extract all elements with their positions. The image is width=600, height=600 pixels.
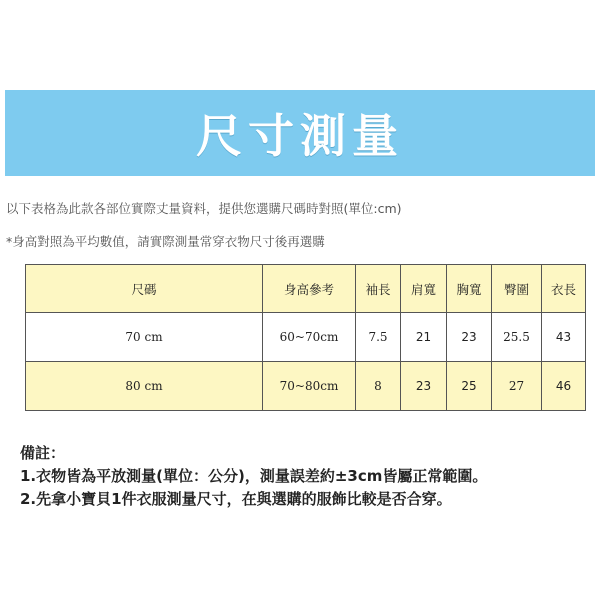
header-hip: 臀圍 bbox=[492, 265, 542, 313]
cell-sleeve: 7.5 bbox=[356, 313, 401, 362]
header-size: 尺碼 bbox=[26, 265, 263, 313]
title-banner bbox=[5, 90, 595, 176]
banner-title: 尺寸測量 bbox=[196, 109, 404, 163]
cell-shoulder: 21 bbox=[401, 313, 447, 362]
table-header-row bbox=[26, 265, 586, 313]
cell-hip: 25.5 bbox=[492, 313, 542, 362]
remarks-item: 2.先拿小寶貝1件衣服測量尺寸，在與選購的服飾比較是否合穿。 bbox=[20, 490, 452, 508]
size-table bbox=[25, 264, 586, 411]
header-shoulder: 肩寬 bbox=[401, 265, 447, 313]
cell-length: 43 bbox=[542, 313, 586, 362]
cell-chest: 25 bbox=[447, 362, 492, 411]
cell-height: 70~80cm bbox=[263, 362, 356, 411]
table-row bbox=[26, 313, 586, 362]
header-height: 身高參考 bbox=[263, 265, 356, 313]
intro-text: 以下表格為此款各部位實際丈量資料，提供您選購尺碼時對照(單位:cm) bbox=[6, 201, 402, 216]
cell-length: 46 bbox=[542, 362, 586, 411]
table-row bbox=[26, 362, 586, 411]
cell-hip: 27 bbox=[492, 362, 542, 411]
header-chest: 胸寬 bbox=[447, 265, 492, 313]
header-length: 衣長 bbox=[542, 265, 586, 313]
cell-sleeve: 8 bbox=[356, 362, 401, 411]
header-sleeve: 袖長 bbox=[356, 265, 401, 313]
cell-size: 70 cm bbox=[26, 313, 263, 362]
cell-height: 60~70cm bbox=[263, 313, 356, 362]
note-text: *身高對照為平均數值，請實際測量常穿衣物尺寸後再選購 bbox=[6, 234, 325, 249]
remarks-title: 備註： bbox=[20, 444, 66, 462]
remarks-item: 1.衣物皆為平放測量(單位：公分)，測量誤差約±3cm皆屬正常範圍。 bbox=[20, 467, 488, 485]
remarks-section bbox=[20, 442, 487, 511]
cell-chest: 23 bbox=[447, 313, 492, 362]
cell-size: 80 cm bbox=[26, 362, 263, 411]
cell-shoulder: 23 bbox=[401, 362, 447, 411]
